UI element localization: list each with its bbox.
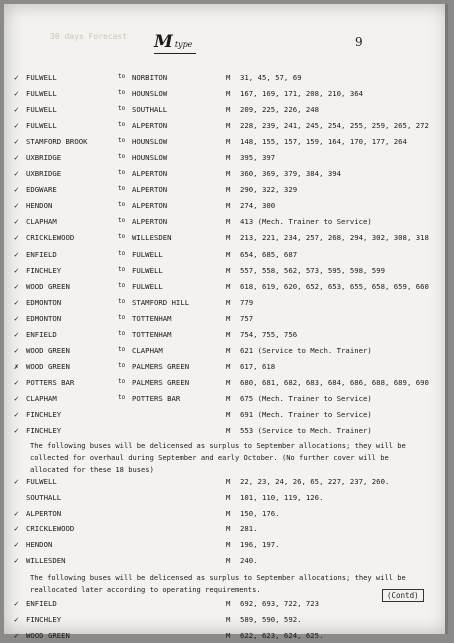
transfer-row: [14, 279, 444, 295]
to-depot: HOUNSLOW: [132, 89, 168, 99]
type-prefix: M: [226, 89, 231, 99]
type-prefix: M: [226, 313, 231, 323]
depot-name: SOUTHALL: [26, 492, 62, 502]
depot-name: WILLESDEN: [26, 555, 66, 565]
to-word: to: [118, 329, 126, 337]
type-prefix: M: [226, 377, 231, 387]
tick-mark: ✓: [14, 137, 19, 147]
tick-mark: ✓: [14, 508, 19, 518]
section1-list: [14, 474, 444, 569]
ghost-text: 30 days Forecast: [50, 32, 128, 41]
transfer-row: [14, 343, 444, 359]
to-word: to: [118, 217, 126, 225]
delicence-row: [14, 537, 444, 553]
page-title: [154, 32, 192, 52]
from-depot: FINCHLEY: [26, 426, 62, 436]
bus-numbers: 196, 197.: [240, 540, 280, 550]
type-prefix: M: [226, 329, 231, 339]
to-depot: ALPERTON: [132, 201, 168, 211]
tick-mark: ✓: [14, 393, 19, 403]
tick-mark: ✓: [14, 377, 19, 387]
to-depot: FULWELL: [132, 265, 163, 275]
tick-mark: ✓: [14, 153, 19, 163]
bus-numbers: 618, 619, 620, 652, 653, 655, 658, 659, 660: [240, 281, 429, 291]
document-page: [4, 4, 448, 640]
bus-numbers: 150, 176.: [240, 508, 280, 518]
delicence-row: [14, 506, 444, 522]
tick-mark: ✓: [14, 345, 19, 355]
type-prefix: M: [226, 73, 231, 82]
delicence-row: [14, 490, 444, 506]
tick-mark: ✓: [14, 185, 19, 195]
transfer-row: [14, 198, 444, 214]
contd-note: (Contd): [382, 589, 424, 602]
bus-numbers: 213, 221, 234, 257, 268, 294, 302, 308, 318: [240, 233, 429, 243]
to-word: to: [118, 201, 126, 209]
to-word: to: [118, 73, 126, 80]
bus-numbers: 680, 681, 682, 683, 684, 686, 688, 689, 690: [240, 377, 429, 387]
to-depot: STAMFORD HILL: [132, 297, 190, 307]
type-prefix: M: [226, 614, 231, 624]
bus-numbers: 274, 300: [240, 201, 276, 211]
transfer-row: [14, 166, 444, 182]
bus-numbers: 101, 110, 119, 126.: [240, 492, 324, 502]
type-prefix: M: [226, 393, 231, 403]
bus-numbers: 240.: [240, 555, 258, 565]
transfer-row: [14, 214, 444, 230]
section2-paragraph: The following buses will be delicensed as surplus to September allocations; they will be reallocated later according to operating requirements.: [30, 573, 406, 594]
tick-mark: ✓: [14, 599, 19, 608]
type-prefix: M: [226, 540, 231, 550]
tick-mark: ✓: [14, 105, 19, 115]
to-depot: PALMERS GREEN: [132, 377, 190, 387]
type-prefix: M: [226, 233, 231, 243]
transfer-row: [14, 230, 444, 246]
bus-numbers: 553 (Service to Mech. Trainer): [240, 426, 372, 436]
type-prefix: M: [226, 201, 231, 211]
bus-numbers: 589, 590, 592.: [240, 614, 302, 624]
to-word: to: [118, 313, 126, 321]
title-underline: [154, 53, 196, 54]
bus-numbers: 413 (Mech. Trainer to Service): [240, 217, 372, 227]
type-prefix: M: [226, 265, 231, 275]
to-word: to: [118, 121, 126, 129]
delicence-row: [14, 612, 444, 628]
tick-mark: ✓: [14, 630, 19, 640]
tick-mark: ✓: [14, 426, 19, 436]
depot-name: FINCHLEY: [26, 614, 62, 624]
type-prefix: M: [226, 297, 231, 307]
type-prefix: M: [226, 137, 231, 147]
from-depot: FINCHLEY: [26, 265, 62, 275]
tick-mark: ✓: [14, 313, 19, 323]
bus-numbers: 31, 45, 57, 69: [240, 73, 302, 82]
to-word: to: [118, 281, 126, 289]
tick-mark: ✓: [14, 121, 19, 131]
tick-mark: ✓: [14, 281, 19, 291]
from-depot: ENFIELD: [26, 329, 57, 339]
from-depot: FULWELL: [26, 89, 57, 99]
type-prefix: M: [226, 361, 231, 371]
bus-numbers: 167, 169, 171, 208, 210, 364: [240, 89, 364, 99]
type-prefix: M: [226, 409, 231, 419]
depot-name: ALPERTON: [26, 508, 62, 518]
delicence-row: [14, 521, 444, 537]
to-depot: FULWELL: [132, 281, 163, 291]
to-depot: HOUNSLOW: [132, 153, 168, 163]
tick-mark: ✓: [14, 217, 19, 227]
to-depot: NORBITON: [132, 73, 168, 82]
from-depot: UXBRIDGE: [26, 153, 62, 163]
page-number: 9: [355, 35, 363, 49]
type-prefix: M: [226, 492, 231, 502]
bus-numbers: 675 (Mech. Trainer to Service): [240, 393, 372, 403]
to-depot: SOUTHALL: [132, 105, 168, 115]
depot-name: HENDON: [26, 540, 53, 550]
depot-name: FULWELL: [26, 477, 57, 486]
to-word: to: [118, 345, 126, 353]
type-prefix: M: [226, 345, 231, 355]
bus-numbers: 754, 755, 756: [240, 329, 298, 339]
transfer-row: [14, 102, 444, 118]
type-prefix: M: [226, 281, 231, 291]
to-word: to: [118, 233, 126, 241]
depot-name: ENFIELD: [26, 599, 57, 608]
bus-numbers: 148, 155, 157, 159, 164, 170, 177, 264: [240, 137, 407, 147]
transfer-row: [14, 295, 444, 311]
type-prefix: M: [226, 217, 231, 227]
from-depot: CRICKLEWOOD: [26, 233, 75, 243]
from-depot: WOOD GREEN: [26, 345, 70, 355]
type-prefix: M: [226, 630, 231, 640]
bus-numbers: 557, 558, 562, 573, 595, 598, 599: [240, 265, 385, 275]
tick-mark: ✓: [14, 89, 19, 99]
tick-mark: ✓: [14, 169, 19, 179]
type-prefix: M: [226, 426, 231, 436]
type-prefix: M: [226, 121, 231, 131]
to-word: to: [118, 377, 126, 385]
type-prefix: M: [226, 477, 231, 486]
type-prefix: M: [226, 555, 231, 565]
from-depot: FINCHLEY: [26, 409, 62, 419]
transfer-row: [14, 118, 444, 134]
to-depot: ALPERTON: [132, 169, 168, 179]
bus-numbers: 621 (Service to Mech. Trainer): [240, 345, 372, 355]
delicence-row: [14, 628, 444, 643]
from-depot: ENFIELD: [26, 249, 57, 259]
to-depot: HOUNSLOW: [132, 137, 168, 147]
delicence-row: [14, 474, 444, 490]
from-depot: FULWELL: [26, 121, 57, 131]
tick-mark: ✓: [14, 329, 19, 339]
depot-name: CRICKLEWOOD: [26, 524, 75, 534]
tick-mark: ✓: [14, 233, 19, 243]
tick-mark: ✓: [14, 540, 19, 550]
bus-numbers: 395, 397: [240, 153, 276, 163]
bus-numbers: 757: [240, 313, 254, 323]
from-depot: UXBRIDGE: [26, 169, 62, 179]
to-word: to: [118, 361, 126, 369]
bus-numbers: 691 (Mech. Trainer to Service): [240, 409, 372, 419]
tick-mark: ✓: [14, 614, 19, 624]
type-prefix: M: [226, 185, 231, 195]
to-depot: TOTTENHAM: [132, 313, 172, 323]
transfer-row: [14, 327, 444, 343]
to-depot: CLAPHAM: [132, 345, 163, 355]
title-letter: M: [154, 32, 173, 52]
from-depot: FULWELL: [26, 73, 57, 82]
to-word: to: [118, 265, 126, 273]
tick-mark: ✓: [14, 201, 19, 211]
to-depot: TOTTENHAM: [132, 329, 172, 339]
bus-numbers: 22, 23, 24, 26, 65, 227, 237, 260.: [240, 477, 390, 486]
to-depot: WILLESDEN: [132, 233, 172, 243]
to-depot: ALPERTON: [132, 217, 168, 227]
to-word: to: [118, 297, 126, 305]
bus-numbers: 290, 322, 329: [240, 185, 298, 195]
tick-mark: ✓: [14, 477, 19, 486]
type-prefix: M: [226, 508, 231, 518]
type-prefix: M: [226, 249, 231, 259]
from-depot: WOOD GREEN: [26, 361, 70, 371]
to-word: to: [118, 169, 126, 177]
from-depot: CLAPHAM: [26, 393, 57, 403]
bus-numbers: 622, 623, 624, 625.: [240, 630, 324, 640]
bus-numbers: 360, 369, 379, 384, 394: [240, 169, 342, 179]
delicence-row: [14, 596, 444, 612]
from-depot: STAMFORD BROOK: [26, 137, 88, 147]
transfer-row: [14, 150, 444, 166]
tick-mark: ✓: [14, 409, 19, 419]
to-word: to: [118, 105, 126, 113]
to-depot: FULWELL: [132, 249, 163, 259]
bus-numbers: 228, 239, 241, 245, 254, 255, 259, 265, 272: [240, 121, 429, 131]
to-depot: PALMERS GREEN: [132, 361, 190, 371]
bus-numbers: 209, 225, 226, 248: [240, 105, 320, 115]
depot-name: WOOD GREEN: [26, 630, 70, 640]
transfer-row: [14, 182, 444, 198]
type-prefix: M: [226, 153, 231, 163]
from-depot: FULWELL: [26, 105, 57, 115]
bus-numbers: 281.: [240, 524, 258, 534]
from-depot: EDGWARE: [26, 185, 57, 195]
to-word: to: [118, 153, 126, 161]
tick-mark: ✓: [14, 297, 19, 307]
tick-mark: ✗: [14, 361, 19, 371]
type-prefix: M: [226, 105, 231, 115]
to-word: to: [118, 249, 126, 257]
transfer-row: [14, 311, 444, 327]
type-prefix: M: [226, 169, 231, 179]
type-prefix: M: [226, 524, 231, 534]
from-depot: EDMONTON: [26, 297, 62, 307]
transfer-row: [14, 134, 444, 150]
transfer-row: [14, 263, 444, 279]
bus-numbers: 654, 685, 687: [240, 249, 298, 259]
to-depot: POTTERS BAR: [132, 393, 181, 403]
tick-mark: ✓: [14, 555, 19, 565]
tick-mark: ✓: [14, 265, 19, 275]
to-word: to: [118, 137, 126, 145]
from-depot: WOOD GREEN: [26, 281, 70, 291]
delicence-row: [14, 553, 444, 569]
bus-numbers: 692, 693, 722, 723: [240, 599, 320, 608]
to-depot: ALPERTON: [132, 121, 168, 131]
transfer-row: [14, 423, 444, 439]
title-sub: type: [174, 40, 193, 49]
to-word: to: [118, 89, 126, 97]
transfer-row: [14, 407, 444, 423]
transfer-row: [14, 359, 444, 375]
transfer-list: [14, 70, 444, 439]
transfer-row: [14, 391, 444, 407]
transfer-row: [14, 375, 444, 391]
transfer-row: [14, 86, 444, 102]
from-depot: CLAPHAM: [26, 217, 57, 227]
from-depot: POTTERS BAR: [26, 377, 75, 387]
tick-mark: ✓: [14, 73, 19, 82]
scan-edge: [445, 4, 448, 634]
type-prefix: M: [226, 599, 231, 608]
tick-mark: ✓: [14, 524, 19, 534]
to-word: to: [118, 185, 126, 193]
section2-list: [14, 596, 444, 643]
transfer-row: [14, 70, 444, 86]
bus-numbers: 617, 618: [240, 361, 276, 371]
tick-mark: ✓: [14, 249, 19, 259]
from-depot: HENDON: [26, 201, 53, 211]
bus-numbers: 779: [240, 297, 254, 307]
transfer-row: [14, 247, 444, 263]
to-word: to: [118, 393, 126, 401]
section1-paragraph: The following buses will be delicensed as surplus to September allocations; they will be collected for overhaul during September and early October. (No further cover will be allocated for these 18 buses): [30, 441, 406, 474]
from-depot: EDMONTON: [26, 313, 62, 323]
to-depot: ALPERTON: [132, 185, 168, 195]
